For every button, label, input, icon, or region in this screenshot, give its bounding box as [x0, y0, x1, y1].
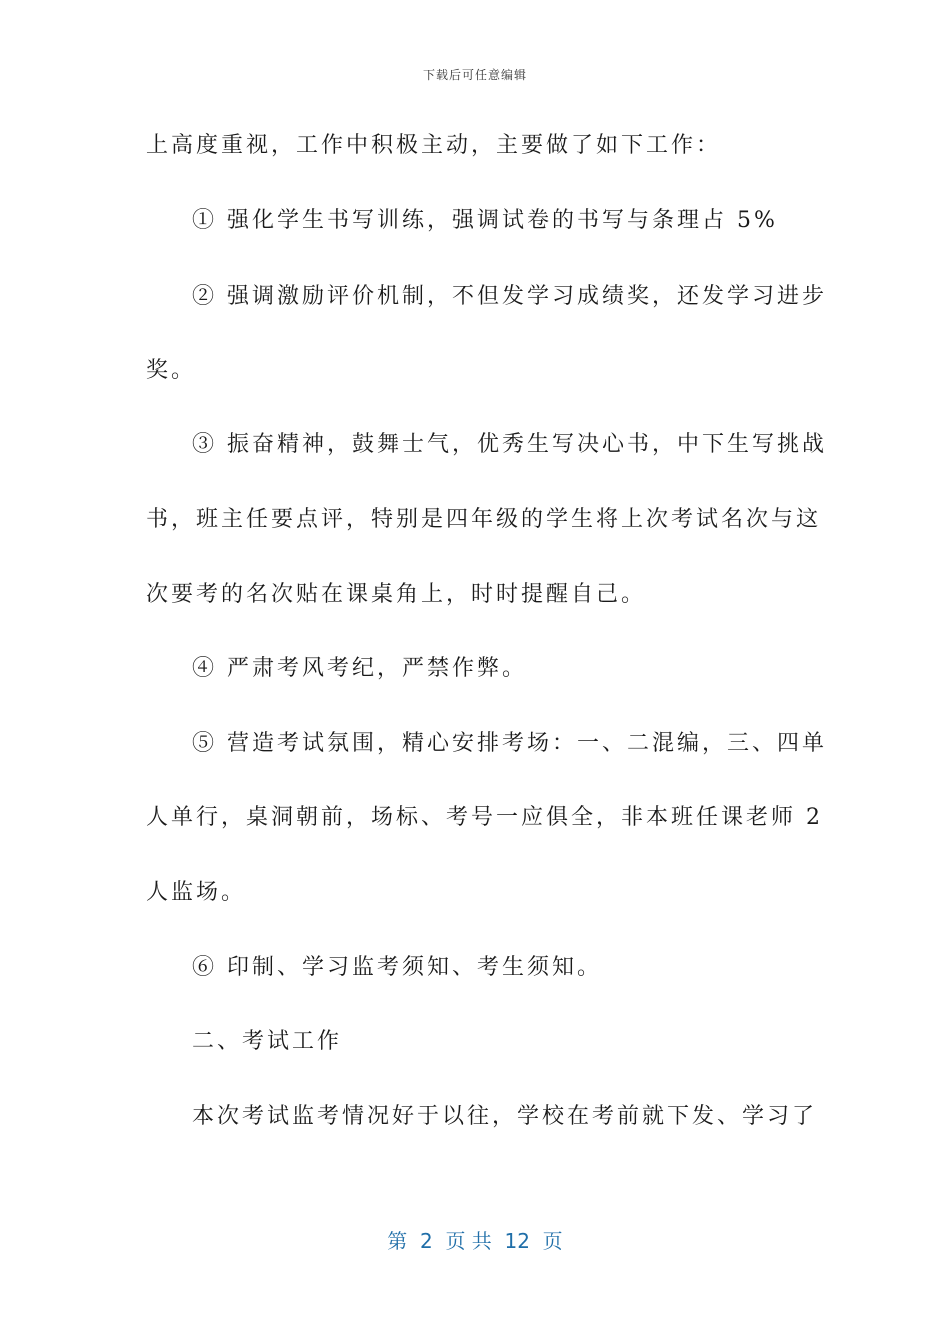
body-line-11: 人监场。	[146, 880, 247, 905]
body-line-9: ⑤ 营造考试氛围，精心安排考场：一、二混编，三、四单	[192, 731, 827, 756]
body-line-1: 上高度重视，工作中积极主动，主要做了如下工作：	[146, 133, 722, 158]
page-footer: 第 2 页 共 12 页	[387, 1229, 563, 1253]
section-heading: 二、考试工作	[192, 1029, 343, 1054]
body-line-14: 本次考试监考情况好于以往，学校在考前就下发、学习了	[192, 1104, 818, 1129]
body-line-6: 书，班主任要点评，特别是四年级的学生将上次考试名次与这	[146, 507, 822, 532]
body-line-7: 次要考的名次贴在课桌角上，时时提醒自己。	[146, 582, 647, 607]
body-line-3: ② 强调激励评价机制，不但发学习成绩奖，还发学习进步	[192, 284, 827, 309]
page-header: 下载后可任意编辑	[422, 68, 527, 82]
body-line-10: 人单行，桌洞朝前，场标、考号一应俱全，非本班任课老师 2	[146, 805, 823, 830]
body-line-2: ① 强化学生书写训练，强调试卷的书写与条理占 5%	[192, 208, 778, 233]
body-line-12: ⑥ 印制、学习监考须知、考生须知。	[192, 955, 602, 980]
body-line-4: 奖。	[146, 358, 197, 383]
body-line-8: ④ 严肃考风考纪，严禁作弊。	[192, 656, 527, 681]
body-line-5: ③ 振奋精神，鼓舞士气，优秀生写决心书，中下生写挑战	[192, 432, 827, 457]
